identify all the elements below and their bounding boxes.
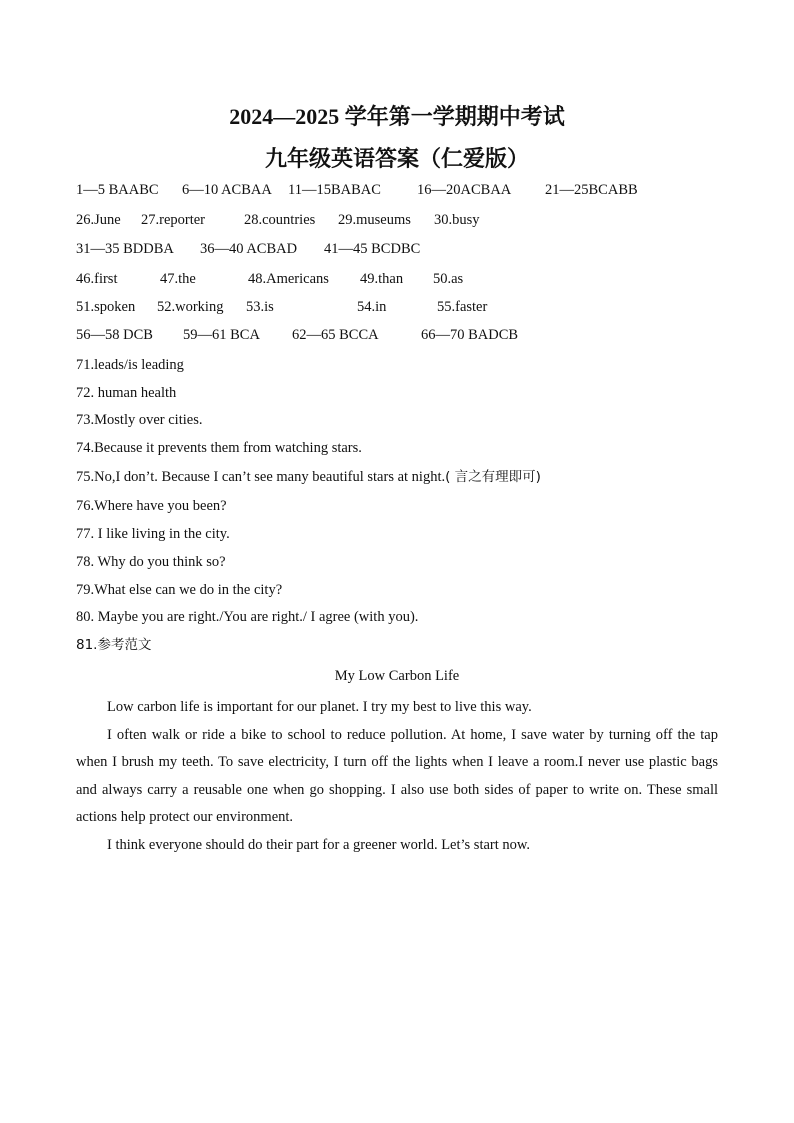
answer-78: 78. Why do you think so? [76, 554, 226, 570]
answer-item: 27.reporter [141, 212, 206, 228]
model-essay [76, 694, 718, 859]
answer-71: 71.leads/is leading [76, 357, 184, 373]
essay-paragraph: I think everyone should do their part for a greener world. Let’s start now. [107, 836, 531, 853]
answer-group: 56—58 DCB [76, 327, 153, 343]
answer-74: 74.Because it prevents them from watching stars. [76, 440, 362, 456]
answer-item: 52.working [157, 299, 224, 315]
answer-75-note: ( 言之有理即可) [445, 469, 541, 485]
essay-title: My Low Carbon Life [334, 668, 460, 684]
answer-75-text: 75.No,I don’t. Because I can’t see many beautiful stars at night. [76, 469, 446, 485]
answer-group: 21—25BCABB [545, 182, 638, 198]
answer-item: 46.first [76, 271, 118, 287]
answer-80: 80. Maybe you are right./You are right./ I agree (with you). [76, 609, 419, 625]
answer-item: 48.Americans [248, 271, 329, 287]
answer-group: 59—61 BCA [183, 327, 260, 343]
answer-72: 72. human health [76, 385, 177, 401]
answer-group: 36—40 ACBAD [200, 241, 298, 257]
answer-group: 16—20ACBAA [417, 182, 512, 198]
essay-paragraph: Low carbon life is important for our planet. I try my best to live this way. [107, 699, 532, 715]
answer-group: 6—10 ACBAA [182, 182, 272, 198]
answer-item: 30.busy [434, 212, 480, 228]
answer-76: 76.Where have you been? [76, 498, 227, 514]
answer-75 [76, 467, 541, 487]
answer-group: 62—65 BCCA [292, 327, 379, 343]
answer-group: 41—45 BCDBC [324, 241, 421, 257]
answer-item: 29.museums [338, 212, 411, 228]
answer-item: 54.in [357, 299, 387, 315]
answer-key-title: 九年级英语答案（仁爱版） [264, 146, 529, 171]
exam-title: 2024—2025 学年第一学期期中考试 [229, 104, 565, 129]
answer-item: 28.countries [244, 212, 316, 228]
answer-73: 73.Mostly over cities. [76, 412, 203, 428]
answer-item: 47.the [160, 271, 196, 287]
answer-81-label: 81.参考范文 [76, 637, 152, 653]
answer-group: 31—35 BDDBA [76, 241, 174, 257]
answer-group: 1—5 BAABC [76, 182, 159, 198]
answer-77: 77. I like living in the city. [76, 526, 230, 542]
answer-79: 79.What else can we do in the city? [76, 582, 283, 598]
answer-item: 49.than [360, 271, 404, 287]
answer-group: 11—15BABAC [288, 182, 381, 198]
answer-item: 55.faster [437, 299, 488, 315]
answer-group: 66—70 BADCB [421, 327, 519, 343]
answer-item: 51.spoken [76, 299, 136, 315]
answer-item: 50.as [433, 271, 464, 287]
answer-item: 26.June [76, 212, 121, 228]
answer-item: 53.is [246, 299, 274, 315]
essay-paragraph: I often walk or ride a bike to school to reduce pollution. At home, I save water by turning off the tap when I brush my teeth. To save electricity, I turn off the lights when I leave a room.I never use plastic bags and always carry a reusable one when go shopping. I also use both sides of paper to write on. These small actions help protect our environment. [76, 726, 718, 825]
